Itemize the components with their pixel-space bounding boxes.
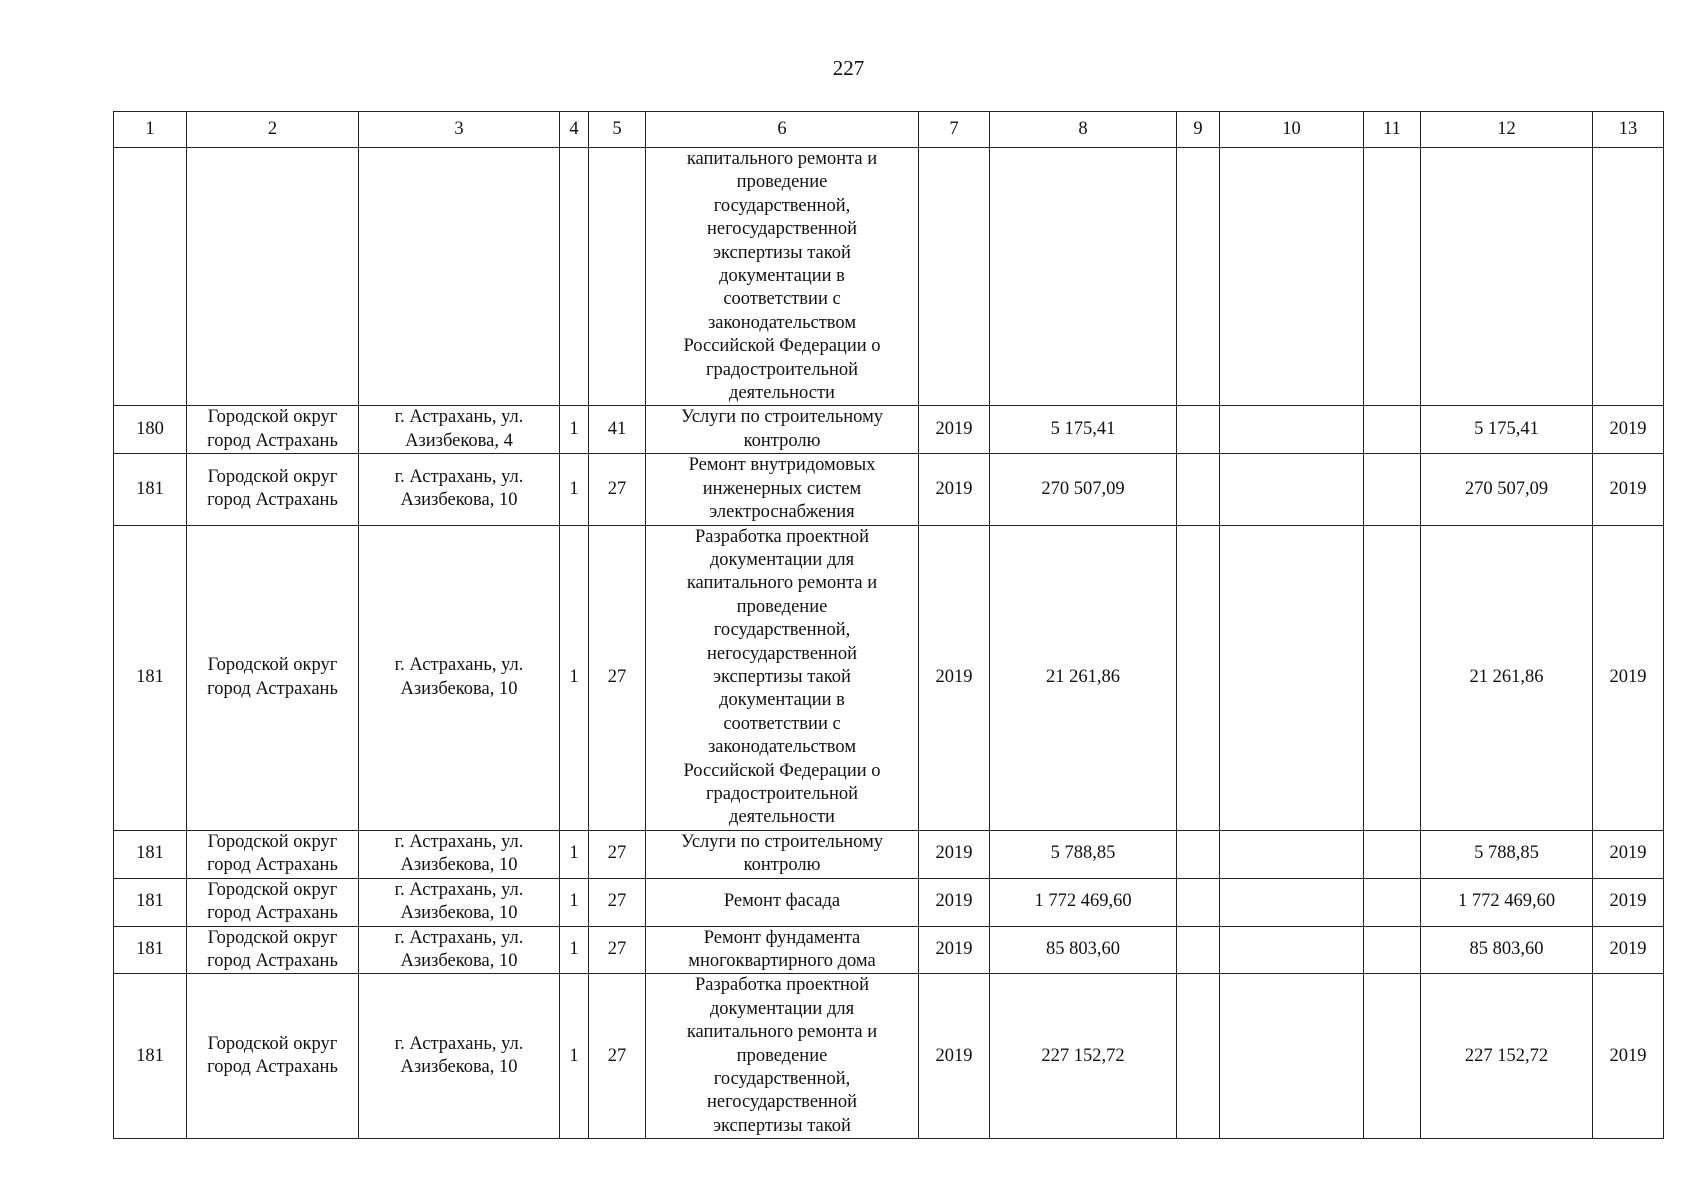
cost-cell: 85 803,60 (990, 926, 1177, 974)
year-cell: 2019 (919, 830, 990, 878)
column-header: 4 (560, 112, 589, 148)
address-text: г. Астрахань, ул. Азизбекова, 10 (394, 927, 524, 971)
col4-cell: 1 (560, 926, 589, 974)
work-description-text: Ремонт фасада (723, 891, 841, 912)
table-row (114, 454, 1664, 525)
row-number-cell: 181 (114, 525, 187, 830)
table-row (114, 830, 1664, 878)
repair-program-table (113, 111, 1664, 1139)
completion-year-cell: 2019 (1593, 454, 1664, 525)
work-description-cell (646, 878, 919, 926)
page-number: 227 (832, 56, 865, 80)
header-row (114, 112, 1664, 148)
col9-cell (1177, 926, 1220, 974)
total-cell: 270 507,09 (1421, 454, 1593, 525)
col5-cell: 27 (589, 878, 646, 926)
address-text: г. Астрахань, ул. Азизбекова, 10 (394, 831, 524, 876)
col9-cell (1177, 974, 1220, 1139)
col11-cell (1364, 830, 1421, 878)
municipality-cell (187, 878, 359, 926)
col11-cell (1364, 525, 1421, 830)
year-cell: 2019 (919, 454, 990, 525)
municipality-cell (187, 974, 359, 1139)
municipality-text: Городской округ город Астрахань (207, 927, 338, 971)
address-cell (359, 525, 560, 830)
work-description-cell (646, 148, 919, 406)
year-cell: 2019 (919, 878, 990, 926)
col11-cell (1364, 406, 1421, 454)
municipality-text: Городской округ город Астрахань (207, 655, 338, 699)
col5-cell (589, 148, 646, 406)
col4-cell: 1 (560, 878, 589, 926)
row-number-cell (114, 148, 187, 406)
col5-cell: 41 (589, 406, 646, 454)
col9-cell (1177, 454, 1220, 525)
year-cell: 2019 (919, 406, 990, 454)
municipality-cell (187, 926, 359, 974)
table-row (114, 974, 1664, 1139)
year-cell: 2019 (919, 525, 990, 830)
col11-cell (1364, 454, 1421, 525)
work-description-cell (646, 926, 919, 974)
row-number-cell: 181 (114, 830, 187, 878)
completion-year-cell: 2019 (1593, 830, 1664, 878)
col5-cell: 27 (589, 830, 646, 878)
col4-cell: 1 (560, 454, 589, 525)
col11-cell (1364, 878, 1421, 926)
col5-cell: 27 (589, 974, 646, 1139)
total-cell: 1 772 469,60 (1421, 878, 1593, 926)
address-cell (359, 148, 560, 406)
cost-cell: 1 772 469,60 (990, 878, 1177, 926)
col10-cell (1220, 454, 1364, 525)
municipality-text: Городской округ город Астрахань (207, 831, 338, 876)
cost-cell: 5 788,85 (990, 830, 1177, 878)
column-header: 8 (990, 112, 1177, 148)
work-description-text: Услуги по строительному контролю (680, 831, 884, 876)
column-header: 5 (589, 112, 646, 148)
col5-cell: 27 (589, 525, 646, 830)
col10-cell (1220, 148, 1364, 406)
col5-cell: 27 (589, 926, 646, 974)
municipality-cell (187, 525, 359, 830)
work-description-cell (646, 454, 919, 525)
cost-cell: 270 507,09 (990, 454, 1177, 525)
column-header: 13 (1593, 112, 1664, 148)
cost-cell (990, 148, 1177, 406)
address-cell (359, 406, 560, 454)
work-description-cell (646, 525, 919, 830)
table-header (114, 112, 1664, 148)
year-cell (919, 148, 990, 406)
col11-cell (1364, 148, 1421, 406)
cost-cell: 21 261,86 (990, 525, 1177, 830)
municipality-cell (187, 830, 359, 878)
col11-cell (1364, 926, 1421, 974)
address-text: г. Астрахань, ул. Азизбекова, 10 (394, 655, 524, 699)
municipality-cell (187, 454, 359, 525)
address-text: г. Астрахань, ул. Азизбекова, 4 (394, 407, 524, 451)
table-row (114, 406, 1664, 454)
cost-cell: 5 175,41 (990, 406, 1177, 454)
total-cell: 85 803,60 (1421, 926, 1593, 974)
col9-cell (1177, 878, 1220, 926)
col4-cell (560, 148, 589, 406)
municipality-text: Городской округ город Астрахань (207, 466, 338, 511)
row-number-cell: 181 (114, 926, 187, 974)
completion-year-cell: 2019 (1593, 406, 1664, 454)
completion-year-cell: 2019 (1593, 525, 1664, 830)
row-number-cell: 181 (114, 878, 187, 926)
column-header: 11 (1364, 112, 1421, 148)
row-number-cell: 181 (114, 974, 187, 1139)
table-row (114, 148, 1664, 406)
col10-cell (1220, 525, 1364, 830)
col9-cell (1177, 830, 1220, 878)
work-description-text: капитального ремонта и проведение государственной, негосударственной экспертизы такой документации в соответствии с законодательством Российской Федерации о градостроительной деятельности (683, 149, 881, 404)
table-row (114, 926, 1664, 974)
address-cell (359, 454, 560, 525)
completion-year-cell: 2019 (1593, 974, 1664, 1139)
column-header: 3 (359, 112, 560, 148)
col10-cell (1220, 406, 1364, 454)
col9-cell (1177, 525, 1220, 830)
col11-cell (1364, 974, 1421, 1139)
row-number-cell: 180 (114, 406, 187, 454)
col5-cell: 27 (589, 454, 646, 525)
col9-cell (1177, 148, 1220, 406)
column-header: 12 (1421, 112, 1593, 148)
work-description-cell (646, 406, 919, 454)
work-description-text: Ремонт фундамента многоквартирного дома (688, 927, 876, 971)
municipality-text: Городской округ город Астрахань (207, 879, 338, 924)
total-cell: 5 175,41 (1421, 406, 1593, 454)
work-description-text: Разработка проектной документации для капитального ремонта и проведение государственной, негосударственной экспертизы такой документации в соответствии с законодательством Российской Федерации о градостроительной деятельности (683, 526, 881, 828)
work-description-cell (646, 974, 919, 1139)
column-header: 2 (187, 112, 359, 148)
total-cell: 21 261,86 (1421, 525, 1593, 830)
column-header: 9 (1177, 112, 1220, 148)
col4-cell: 1 (560, 406, 589, 454)
address-cell (359, 974, 560, 1139)
column-header: 1 (114, 112, 187, 148)
column-header: 10 (1220, 112, 1364, 148)
completion-year-cell: 2019 (1593, 878, 1664, 926)
work-description-cell (646, 830, 919, 878)
col10-cell (1220, 830, 1364, 878)
table-row (114, 878, 1664, 926)
year-cell: 2019 (919, 926, 990, 974)
total-cell: 227 152,72 (1421, 974, 1593, 1139)
year-cell: 2019 (919, 974, 990, 1139)
col4-cell: 1 (560, 525, 589, 830)
col10-cell (1220, 926, 1364, 974)
col9-cell (1177, 406, 1220, 454)
col4-cell: 1 (560, 974, 589, 1139)
col4-cell: 1 (560, 830, 589, 878)
address-cell (359, 926, 560, 974)
work-description-text: Ремонт внутридомовых инженерных систем электроснабжения (688, 455, 876, 523)
municipality-cell (187, 148, 359, 406)
municipality-text: Городской округ город Астрахань (207, 1033, 338, 1078)
table-row (114, 525, 1664, 830)
column-header: 7 (919, 112, 990, 148)
completion-year-cell: 2019 (1593, 926, 1664, 974)
total-cell (1421, 148, 1593, 406)
address-cell (359, 830, 560, 878)
address-text: г. Астрахань, ул. Азизбекова, 10 (394, 879, 524, 924)
col10-cell (1220, 878, 1364, 926)
cost-cell: 227 152,72 (990, 974, 1177, 1139)
total-cell: 5 788,85 (1421, 830, 1593, 878)
municipality-text: Городской округ город Астрахань (207, 407, 338, 451)
column-header: 6 (646, 112, 919, 148)
completion-year-cell (1593, 148, 1664, 406)
address-text: г. Астрахань, ул. Азизбекова, 10 (394, 1033, 524, 1078)
address-text: г. Астрахань, ул. Азизбекова, 10 (394, 466, 524, 511)
address-cell (359, 878, 560, 926)
work-description-text: Услуги по строительному контролю (680, 407, 884, 451)
col10-cell (1220, 974, 1364, 1139)
table-body (114, 148, 1664, 1139)
municipality-cell (187, 406, 359, 454)
row-number-cell: 181 (114, 454, 187, 525)
work-description-text: Разработка проектной документации для капитального ремонта и проведение государственной, негосударственной экспертизы такой (686, 975, 878, 1136)
